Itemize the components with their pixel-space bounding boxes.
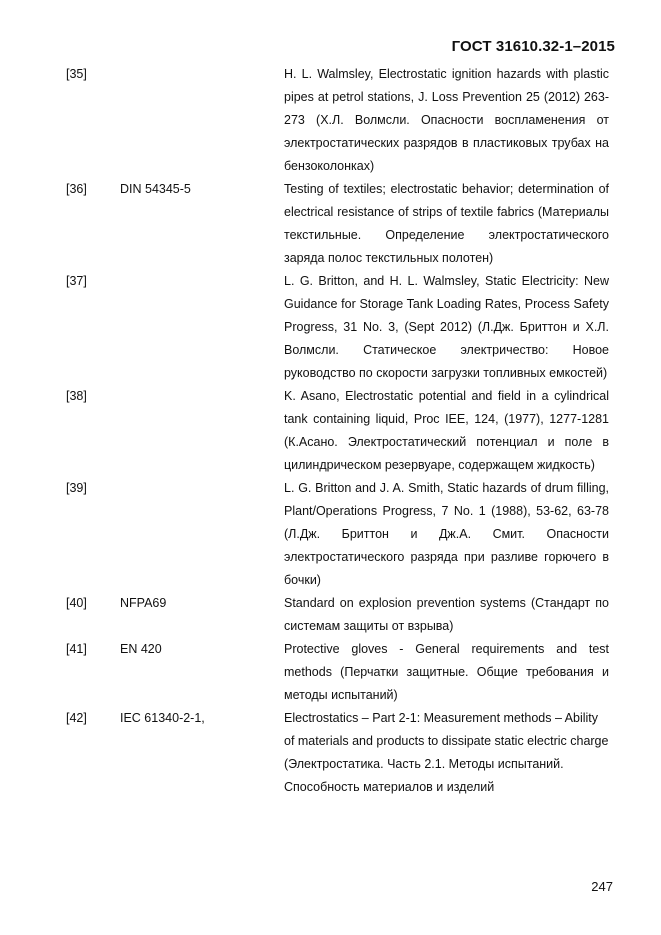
- reference-number: [39]: [66, 481, 87, 495]
- reference-number: [38]: [66, 389, 87, 403]
- reference-text: Electrostatics – Part 2-1: Measurement methods – Ability of materials and products to dissipate static electric charge (Электростатика. Часть 2.1. Методы испытаний. Способность материалов и изделий: [284, 711, 609, 794]
- reference-item-39: [0, 477, 661, 592]
- reference-text: Protective gloves - General requirements and test methods (Перчатки защитные. Общие требования и методы испытаний): [284, 642, 609, 702]
- reference-item-35: [0, 63, 661, 178]
- reference-list: [0, 63, 661, 799]
- reference-code: DIN 54345-5: [120, 182, 191, 196]
- reference-number: [35]: [66, 67, 87, 81]
- reference-text: Testing of textiles; electrostatic behavior; determination of electrical resistance of strips of textile fabrics (Материалы текстильные. Определение электростатического заряда полос текстильных полотен): [284, 182, 609, 265]
- reference-item-40: [0, 592, 661, 638]
- reference-code: NFPA69: [120, 596, 167, 610]
- reference-code: EN 420: [120, 642, 162, 656]
- reference-item-41: [0, 638, 661, 707]
- document-header: ГОСТ 31610.32-1–2015: [451, 38, 615, 55]
- reference-code: IEC 61340-2-1,: [120, 711, 205, 725]
- reference-item-38: [0, 385, 661, 477]
- reference-number: [41]: [66, 642, 87, 656]
- reference-item-37: [0, 270, 661, 385]
- reference-item-36: [0, 178, 661, 270]
- reference-text: L. G. Britton, and H. L. Walmsley, Static Electricity: New Guidance for Storage Tank Loading Rates, Process Safety Progress, 31 No. 3, (Sept 2012) (Л.Дж. Бриттон и Х.Л. Волмсли. Статическое электричество: Новое руководство по скорости загрузки топливных емкостей): [284, 274, 609, 380]
- reference-number: [42]: [66, 711, 87, 725]
- reference-text: L. G. Britton and J. A. Smith, Static hazards of drum filling, Plant/Operations Progress, 7 No. 1 (1988), 53-62, 63-78 (Л.Дж. Бриттон и Дж.А. Смит. Опасности электростатического разряда при разливе горючего в бочки): [284, 481, 609, 587]
- reference-number: [40]: [66, 596, 87, 610]
- reference-number: [36]: [66, 182, 87, 196]
- reference-number: [37]: [66, 274, 87, 288]
- reference-text: Standard on explosion prevention systems (Стандарт по системам защиты от взрыва): [284, 596, 609, 633]
- page-number: 247: [591, 879, 613, 894]
- reference-text: H. L. Walmsley, Electrostatic ignition hazards with plastic pipes at petrol stations, J. Loss Prevention 25 (2012) 263-273 (Х.Л. Волмсли. Опасности воспламенения от электростатических разрядов в пластиковых трубах на бензоколонках): [284, 67, 609, 173]
- reference-item-42: [0, 707, 661, 799]
- reference-text: K. Asano, Electrostatic potential and field in a cylindrical tank containing liquid, Proc IEE, 124, (1977), 1277-1281 (К.Асано. Электростатический потенциал и поле в цилиндрическом резервуаре, содержащем жидкость): [284, 389, 609, 472]
